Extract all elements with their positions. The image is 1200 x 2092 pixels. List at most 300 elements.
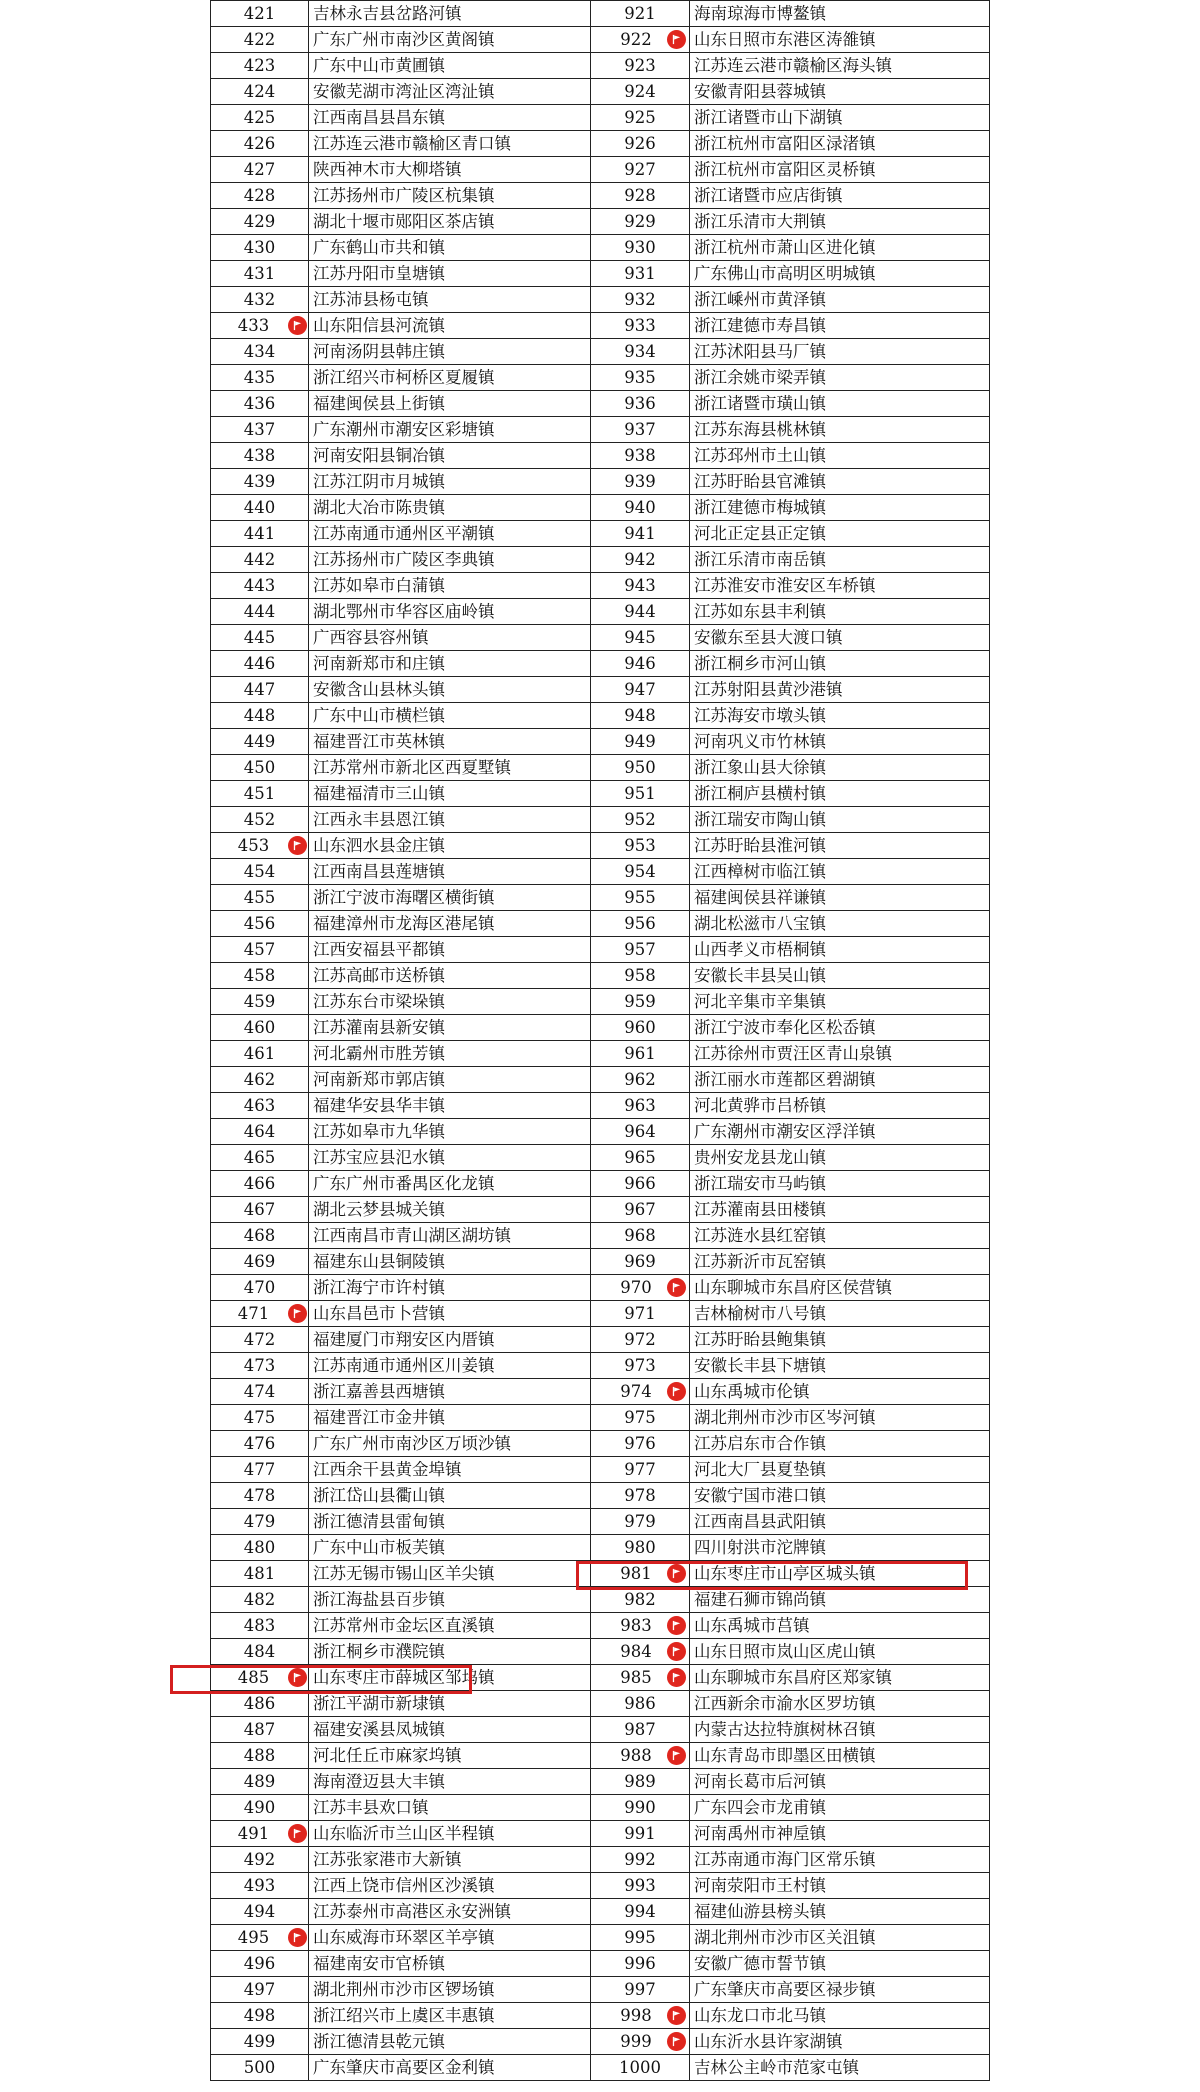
rank-left-cell bbox=[211, 287, 309, 313]
rank-right-cell bbox=[591, 365, 690, 391]
rank-left-text: 433 bbox=[237, 316, 270, 335]
rank-left-cell bbox=[211, 573, 309, 599]
rank-right-text: 949 bbox=[624, 732, 656, 751]
town-left-cell bbox=[309, 1405, 591, 1431]
table-row bbox=[211, 79, 990, 105]
rank-left-text: 458 bbox=[243, 966, 276, 985]
flag-icon bbox=[288, 1928, 307, 1947]
town-right-text: 江苏沭阳县马厂镇 bbox=[694, 342, 826, 361]
rank-right-cell bbox=[591, 1977, 690, 2003]
rank-right-text: 937 bbox=[624, 420, 656, 439]
rank-left-text: 480 bbox=[243, 1538, 276, 1557]
town-left-text: 河北任丘市麻家坞镇 bbox=[313, 1746, 462, 1765]
table-row bbox=[211, 651, 990, 677]
rank-left-text: 494 bbox=[243, 1902, 276, 1921]
town-right-text: 山东青岛市即墨区田横镇 bbox=[694, 1746, 876, 1765]
town-right-text: 山东龙口市北马镇 bbox=[694, 2006, 826, 2025]
rank-right-cell bbox=[591, 1509, 690, 1535]
rank-left-cell bbox=[211, 1951, 309, 1977]
rank-left-cell bbox=[211, 365, 309, 391]
town-left-cell bbox=[309, 1145, 591, 1171]
rank-left-text: 454 bbox=[243, 862, 276, 881]
town-left-cell bbox=[309, 131, 591, 157]
rank-right-text: 971 bbox=[624, 1304, 656, 1323]
town-left-text: 湖北荆州市沙市区锣场镇 bbox=[313, 1980, 495, 1999]
rank-left-cell bbox=[211, 183, 309, 209]
town-right-text: 浙江乐清市南岳镇 bbox=[694, 550, 826, 569]
town-left-cell bbox=[309, 1691, 591, 1717]
table-row bbox=[211, 781, 990, 807]
rank-left-cell bbox=[211, 911, 309, 937]
table-row bbox=[211, 1353, 990, 1379]
rank-right-cell bbox=[591, 1275, 690, 1301]
table-row bbox=[211, 235, 990, 261]
town-left-text: 福建厦门市翔安区内厝镇 bbox=[313, 1330, 495, 1349]
town-right-cell bbox=[690, 27, 990, 53]
town-right-text: 广东佛山市高明区明城镇 bbox=[694, 264, 876, 283]
rank-right-text: 939 bbox=[624, 472, 656, 491]
town-left-cell bbox=[309, 495, 591, 521]
table-row bbox=[211, 1769, 990, 1795]
town-left-cell bbox=[309, 27, 591, 53]
table-row bbox=[211, 1795, 990, 1821]
rank-left-text: 489 bbox=[243, 1772, 276, 1791]
town-right-cell bbox=[690, 1951, 990, 1977]
town-right-cell bbox=[690, 131, 990, 157]
rank-left-text: 462 bbox=[243, 1070, 276, 1089]
town-left-cell bbox=[309, 833, 591, 859]
town-right-cell bbox=[690, 1691, 990, 1717]
town-left-text: 湖北云梦县城关镇 bbox=[313, 1200, 445, 1219]
rank-right-text: 948 bbox=[624, 706, 656, 725]
rank-left-text: 496 bbox=[243, 1954, 276, 1973]
town-right-text: 河南荥阳市王村镇 bbox=[694, 1876, 826, 1895]
flag-icon bbox=[667, 1668, 686, 1687]
rank-right-text: 987 bbox=[624, 1720, 656, 1739]
town-right-text: 安徽长丰县吴山镇 bbox=[694, 966, 826, 985]
town-left-cell bbox=[309, 625, 591, 651]
rank-left-cell bbox=[211, 495, 309, 521]
town-left-text: 江西永丰县恩江镇 bbox=[313, 810, 445, 829]
table-row bbox=[211, 131, 990, 157]
table-row bbox=[211, 833, 990, 859]
rank-right-text: 974 bbox=[620, 1382, 652, 1401]
rank-left-cell bbox=[211, 1769, 309, 1795]
town-left-text: 江苏张家港市大新镇 bbox=[313, 1850, 462, 1869]
rank-left-cell bbox=[211, 1613, 309, 1639]
town-right-cell bbox=[690, 1977, 990, 2003]
rank-left-text: 487 bbox=[243, 1720, 276, 1739]
rank-right-text: 955 bbox=[624, 888, 656, 907]
rank-left-text: 451 bbox=[243, 784, 276, 803]
rank-right-cell bbox=[591, 105, 690, 131]
town-right-text: 广东肇庆市高要区禄步镇 bbox=[694, 1980, 876, 1999]
rank-right-text: 973 bbox=[624, 1356, 656, 1375]
table-row bbox=[211, 469, 990, 495]
town-left-text: 湖北十堰市郧阳区茶店镇 bbox=[313, 212, 495, 231]
town-left-text: 浙江嘉善县西塘镇 bbox=[313, 1382, 445, 1401]
town-left-text: 江西南昌县莲塘镇 bbox=[313, 862, 445, 881]
town-left-text: 安徽芜湖市湾沚区湾沚镇 bbox=[313, 82, 495, 101]
rank-left-text: 421 bbox=[243, 4, 276, 23]
town-right-text: 江苏徐州市贾汪区青山泉镇 bbox=[694, 1044, 892, 1063]
rank-right-text: 1000 bbox=[619, 2058, 661, 2077]
rank-right-text: 956 bbox=[624, 914, 656, 933]
rank-left-text: 430 bbox=[243, 238, 276, 257]
rank-right-text: 997 bbox=[624, 1980, 656, 1999]
town-left-text: 山东昌邑市卜营镇 bbox=[313, 1304, 445, 1323]
town-right-cell bbox=[690, 1223, 990, 1249]
town-right-text: 广东四会市龙甫镇 bbox=[694, 1798, 826, 1817]
rank-right-cell bbox=[591, 989, 690, 1015]
town-left-cell bbox=[309, 1509, 591, 1535]
town-left-cell bbox=[309, 859, 591, 885]
rank-left-cell bbox=[211, 1327, 309, 1353]
table-row bbox=[211, 937, 990, 963]
town-right-text: 江苏盱眙县官滩镇 bbox=[694, 472, 826, 491]
town-right-cell bbox=[690, 1301, 990, 1327]
rank-left-text: 439 bbox=[243, 472, 276, 491]
town-left-text: 江苏泰州市高港区永安洲镇 bbox=[313, 1902, 511, 1921]
table-row bbox=[211, 1431, 990, 1457]
rank-left-cell bbox=[211, 989, 309, 1015]
town-right-text: 江苏盱眙县鲍集镇 bbox=[694, 1330, 826, 1349]
town-left-cell bbox=[309, 885, 591, 911]
table-row bbox=[211, 1405, 990, 1431]
table-row bbox=[211, 703, 990, 729]
table-row bbox=[211, 1587, 990, 1613]
rank-left-cell bbox=[211, 1795, 309, 1821]
flag-icon bbox=[667, 1564, 686, 1583]
town-right-cell bbox=[690, 521, 990, 547]
town-left-cell bbox=[309, 2029, 591, 2055]
town-right-cell bbox=[690, 469, 990, 495]
town-left-text: 江苏南通市通州区川姜镇 bbox=[313, 1356, 495, 1375]
rank-right-text: 935 bbox=[624, 368, 656, 387]
table-row bbox=[211, 521, 990, 547]
town-right-text: 福建石狮市锦尚镇 bbox=[694, 1590, 826, 1609]
rank-left-text: 449 bbox=[243, 732, 276, 751]
town-right-cell bbox=[690, 1, 990, 27]
rank-right-text: 954 bbox=[624, 862, 656, 881]
rank-left-cell bbox=[211, 1483, 309, 1509]
town-right-cell bbox=[690, 963, 990, 989]
town-right-text: 河北辛集市辛集镇 bbox=[694, 992, 826, 1011]
rank-right-cell bbox=[591, 1405, 690, 1431]
rank-right-cell bbox=[591, 1561, 690, 1587]
town-left-cell bbox=[309, 1821, 591, 1847]
town-right-text: 江西樟树市临江镇 bbox=[694, 862, 826, 881]
town-right-cell bbox=[690, 1353, 990, 1379]
table-row bbox=[211, 495, 990, 521]
town-right-cell bbox=[690, 1613, 990, 1639]
flag-icon bbox=[667, 1278, 686, 1297]
town-right-cell bbox=[690, 1873, 990, 1899]
rank-left-text: 500 bbox=[243, 2058, 276, 2077]
town-left-text: 福建闽侯县上街镇 bbox=[313, 394, 445, 413]
rank-left-cell bbox=[211, 781, 309, 807]
rank-right-cell bbox=[591, 1743, 690, 1769]
rank-left-cell bbox=[211, 1691, 309, 1717]
town-left-text: 浙江岱山县衢山镇 bbox=[313, 1486, 445, 1505]
table-row bbox=[211, 417, 990, 443]
town-left-cell bbox=[309, 989, 591, 1015]
rank-right-text: 976 bbox=[624, 1434, 656, 1453]
rank-right-text: 964 bbox=[624, 1122, 656, 1141]
rank-left-cell bbox=[211, 1041, 309, 1067]
town-left-cell bbox=[309, 1171, 591, 1197]
town-right-cell bbox=[690, 547, 990, 573]
table-row bbox=[211, 1301, 990, 1327]
rank-right-text: 972 bbox=[624, 1330, 656, 1349]
town-right-text: 江苏启东市合作镇 bbox=[694, 1434, 826, 1453]
rank-right-text: 982 bbox=[624, 1590, 656, 1609]
town-left-cell bbox=[309, 1067, 591, 1093]
rank-left-text: 452 bbox=[243, 810, 276, 829]
rank-right-text: 932 bbox=[624, 290, 656, 309]
rank-left-text: 442 bbox=[243, 550, 276, 569]
town-left-cell bbox=[309, 105, 591, 131]
town-right-text: 浙江杭州市富阳区灵桥镇 bbox=[694, 160, 876, 179]
town-left-text: 江苏丰县欢口镇 bbox=[313, 1798, 429, 1817]
rank-left-cell bbox=[211, 1535, 309, 1561]
town-right-text: 江苏灌南县田楼镇 bbox=[694, 1200, 826, 1219]
town-left-cell bbox=[309, 573, 591, 599]
town-right-text: 江苏新沂市瓦窑镇 bbox=[694, 1252, 826, 1271]
town-right-cell bbox=[690, 1899, 990, 1925]
town-left-text: 江苏如皋市白蒲镇 bbox=[313, 576, 445, 595]
town-right-cell bbox=[690, 1015, 990, 1041]
rank-left-cell bbox=[211, 1249, 309, 1275]
town-left-cell bbox=[309, 1093, 591, 1119]
town-left-cell bbox=[309, 313, 591, 339]
table-row bbox=[211, 1015, 990, 1041]
rank-right-text: 983 bbox=[620, 1616, 652, 1635]
town-right-cell bbox=[690, 105, 990, 131]
table-row bbox=[211, 755, 990, 781]
town-right-cell bbox=[690, 495, 990, 521]
town-right-cell bbox=[690, 729, 990, 755]
town-left-cell bbox=[309, 1353, 591, 1379]
rank-right-text: 934 bbox=[624, 342, 656, 361]
rank-right-cell bbox=[591, 391, 690, 417]
town-right-cell bbox=[690, 911, 990, 937]
town-right-text: 河北大厂县夏垫镇 bbox=[694, 1460, 826, 1479]
table-row bbox=[211, 1509, 990, 1535]
town-right-text: 浙江瑞安市马屿镇 bbox=[694, 1174, 826, 1193]
rank-left-text: 457 bbox=[243, 940, 276, 959]
rank-left-text: 435 bbox=[243, 368, 276, 387]
town-left-cell bbox=[309, 1483, 591, 1509]
rank-right-cell bbox=[591, 1613, 690, 1639]
table-row bbox=[211, 859, 990, 885]
town-right-cell bbox=[690, 1327, 990, 1353]
town-right-cell bbox=[690, 833, 990, 859]
table-row bbox=[211, 365, 990, 391]
town-left-text: 江苏连云港市赣榆区青口镇 bbox=[313, 134, 511, 153]
town-left-text: 浙江绍兴市柯桥区夏履镇 bbox=[313, 368, 495, 387]
town-right-cell bbox=[690, 1171, 990, 1197]
town-left-cell bbox=[309, 651, 591, 677]
rank-right-text: 967 bbox=[624, 1200, 656, 1219]
rank-right-cell bbox=[591, 2055, 690, 2081]
rank-left-cell bbox=[211, 1639, 309, 1665]
town-left-text: 江苏江阴市月城镇 bbox=[313, 472, 445, 491]
town-left-text: 浙江平湖市新埭镇 bbox=[313, 1694, 445, 1713]
flag-icon bbox=[667, 1616, 686, 1635]
town-left-cell bbox=[309, 1613, 591, 1639]
town-right-text: 山东枣庄市山亭区城头镇 bbox=[694, 1564, 876, 1583]
rank-right-cell bbox=[591, 261, 690, 287]
rank-right-cell bbox=[591, 287, 690, 313]
town-right-text: 山东沂水县许家湖镇 bbox=[694, 2032, 843, 2051]
town-right-cell bbox=[690, 1431, 990, 1457]
town-right-text: 四川射洪市沱牌镇 bbox=[694, 1538, 826, 1557]
town-right-cell bbox=[690, 1795, 990, 1821]
rank-left-cell bbox=[211, 1223, 309, 1249]
town-left-cell bbox=[309, 1769, 591, 1795]
town-left-cell bbox=[309, 261, 591, 287]
town-right-text: 江西新余市渝水区罗坊镇 bbox=[694, 1694, 876, 1713]
table-row bbox=[211, 2055, 990, 2081]
town-left-text: 江西南昌市青山湖区湖坊镇 bbox=[313, 1226, 511, 1245]
table-row bbox=[211, 1093, 990, 1119]
rank-right-text: 951 bbox=[624, 784, 656, 803]
town-right-cell bbox=[690, 1535, 990, 1561]
rank-left-cell bbox=[211, 1717, 309, 1743]
town-right-text: 浙江诸暨市璜山镇 bbox=[694, 394, 826, 413]
rank-left-cell bbox=[211, 1119, 309, 1145]
rank-left-cell bbox=[211, 1301, 309, 1327]
town-left-text: 江苏扬州市广陵区李典镇 bbox=[313, 550, 495, 569]
rank-left-text: 499 bbox=[243, 2032, 276, 2051]
town-left-cell bbox=[309, 1899, 591, 1925]
rank-left-cell bbox=[211, 1353, 309, 1379]
rank-right-text: 938 bbox=[624, 446, 656, 465]
table-row bbox=[211, 1145, 990, 1171]
rank-right-cell bbox=[591, 495, 690, 521]
rank-right-text: 981 bbox=[620, 1564, 652, 1583]
town-right-cell bbox=[690, 937, 990, 963]
town-right-text: 湖北荆州市沙市区关沮镇 bbox=[694, 1928, 876, 1947]
rank-left-cell bbox=[211, 2029, 309, 2055]
town-left-text: 福建安溪县凤城镇 bbox=[313, 1720, 445, 1739]
rank-left-text: 463 bbox=[243, 1096, 276, 1115]
town-right-text: 山东聊城市东昌府区郑家镇 bbox=[694, 1668, 892, 1687]
rank-right-cell bbox=[591, 1223, 690, 1249]
rank-left-cell bbox=[211, 1431, 309, 1457]
town-right-text: 江苏盱眙县淮河镇 bbox=[694, 836, 826, 855]
town-left-text: 山东威海市环翠区羊亭镇 bbox=[313, 1928, 495, 1947]
town-right-cell bbox=[690, 1093, 990, 1119]
town-left-cell bbox=[309, 703, 591, 729]
table-row bbox=[211, 105, 990, 131]
town-left-text: 浙江桐乡市濮院镇 bbox=[313, 1642, 445, 1661]
town-left-cell bbox=[309, 1301, 591, 1327]
town-left-text: 江苏灌南县新安镇 bbox=[313, 1018, 445, 1037]
flag-icon bbox=[288, 316, 307, 335]
town-right-text: 浙江杭州市萧山区进化镇 bbox=[694, 238, 876, 257]
table-row bbox=[211, 391, 990, 417]
town-right-text: 山东日照市东港区涛雒镇 bbox=[694, 30, 876, 49]
rank-right-text: 985 bbox=[620, 1668, 652, 1687]
rank-left-text: 468 bbox=[243, 1226, 276, 1245]
table-row bbox=[211, 209, 990, 235]
town-left-cell bbox=[309, 391, 591, 417]
town-right-text: 吉林公主岭市范家屯镇 bbox=[694, 2058, 859, 2077]
rank-right-text: 960 bbox=[624, 1018, 656, 1037]
rank-right-text: 969 bbox=[624, 1252, 656, 1271]
rank-left-text: 481 bbox=[243, 1564, 276, 1583]
rank-left-cell bbox=[211, 1275, 309, 1301]
table-row bbox=[211, 1197, 990, 1223]
rank-left-text: 473 bbox=[243, 1356, 276, 1375]
town-right-text: 浙江杭州市富阳区渌渚镇 bbox=[694, 134, 876, 153]
flag-icon bbox=[667, 2006, 686, 2025]
rank-left-cell bbox=[211, 131, 309, 157]
rank-left-cell bbox=[211, 885, 309, 911]
town-right-cell bbox=[690, 1145, 990, 1171]
rank-left-text: 428 bbox=[243, 186, 276, 205]
rank-right-cell bbox=[591, 131, 690, 157]
town-left-text: 广西容县容州镇 bbox=[313, 628, 429, 647]
rank-left-cell bbox=[211, 1587, 309, 1613]
table-row bbox=[211, 573, 990, 599]
town-right-text: 安徽广德市誓节镇 bbox=[694, 1954, 826, 1973]
town-right-cell bbox=[690, 1405, 990, 1431]
rank-right-text: 936 bbox=[624, 394, 656, 413]
town-left-cell bbox=[309, 599, 591, 625]
table-row bbox=[211, 1119, 990, 1145]
rank-left-cell bbox=[211, 1015, 309, 1041]
rank-left-cell bbox=[211, 27, 309, 53]
rank-right-cell bbox=[591, 1067, 690, 1093]
flag-icon bbox=[667, 30, 686, 49]
town-left-text: 浙江海盐县百步镇 bbox=[313, 1590, 445, 1609]
rank-left-text: 465 bbox=[243, 1148, 276, 1167]
rank-left-cell bbox=[211, 547, 309, 573]
town-right-text: 河北正定县正定镇 bbox=[694, 524, 826, 543]
town-right-text: 浙江建德市梅城镇 bbox=[694, 498, 826, 517]
table-row bbox=[211, 1925, 990, 1951]
table-row bbox=[211, 1171, 990, 1197]
town-left-text: 浙江宁波市海曙区横街镇 bbox=[313, 888, 495, 907]
table-row bbox=[211, 1717, 990, 1743]
rank-right-text: 950 bbox=[624, 758, 656, 777]
rank-right-cell bbox=[591, 2003, 690, 2029]
table-row bbox=[211, 807, 990, 833]
rank-right-cell bbox=[591, 157, 690, 183]
rank-right-text: 946 bbox=[624, 654, 656, 673]
rank-right-text: 947 bbox=[624, 680, 656, 699]
rank-right-text: 943 bbox=[624, 576, 656, 595]
flag-icon bbox=[667, 1642, 686, 1661]
town-right-text: 海南琼海市博鳌镇 bbox=[694, 4, 826, 23]
town-left-cell bbox=[309, 1327, 591, 1353]
flag-icon bbox=[667, 1382, 686, 1401]
rank-right-cell bbox=[591, 209, 690, 235]
table-row bbox=[211, 183, 990, 209]
town-right-cell bbox=[690, 885, 990, 911]
rank-right-cell bbox=[591, 1457, 690, 1483]
rank-right-cell bbox=[591, 651, 690, 677]
town-left-cell bbox=[309, 521, 591, 547]
table-row bbox=[211, 1561, 990, 1587]
table-row bbox=[211, 157, 990, 183]
rank-right-cell bbox=[591, 1717, 690, 1743]
town-left-cell bbox=[309, 729, 591, 755]
rank-right-cell bbox=[591, 2029, 690, 2055]
